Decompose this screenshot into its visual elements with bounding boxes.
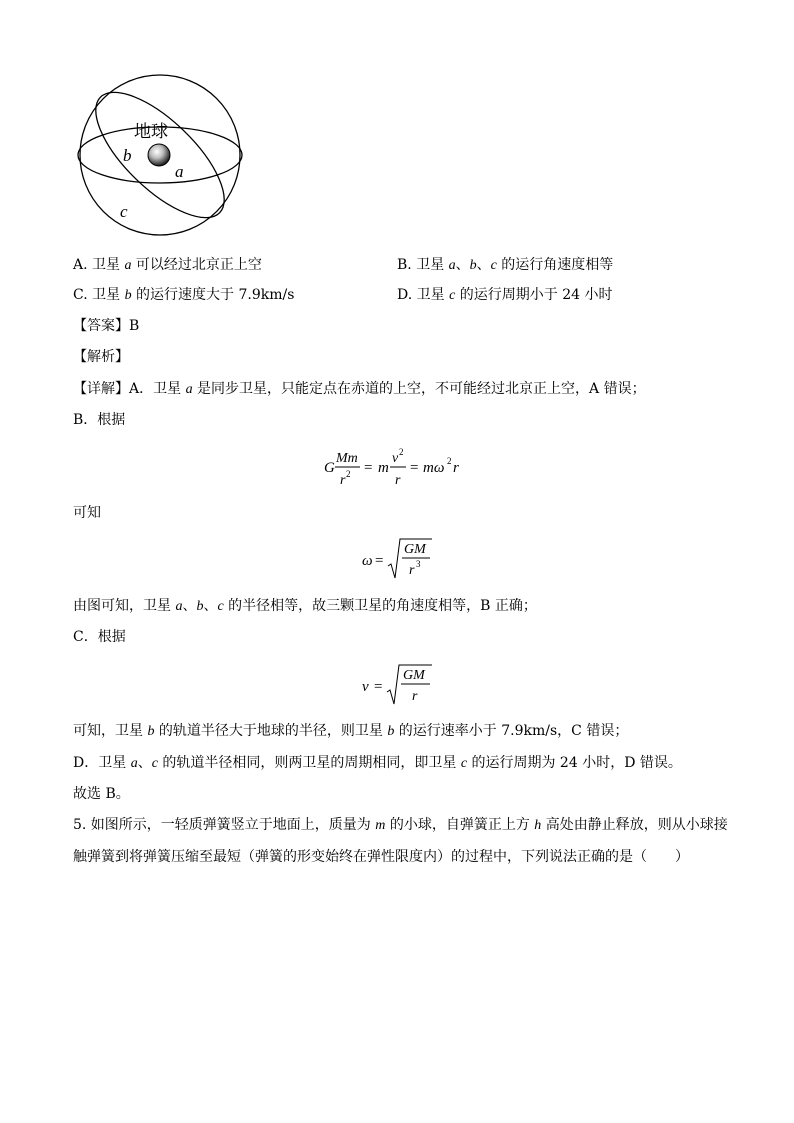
- option-a-suffix: 可以经过北京正上空: [131, 257, 262, 273]
- option-b-var2: b: [469, 258, 477, 273]
- answer-value: B: [129, 318, 140, 334]
- svg-text:v: v: [362, 679, 369, 695]
- detail-b-intro: B．根据: [73, 412, 126, 428]
- option-a-var: a: [124, 258, 132, 273]
- detail-a-text2: 是同步卫星，只能定点在赤道的上空，不可能经过北京正上空，A 错误；: [192, 381, 646, 397]
- d-text1: D．卫星: [73, 755, 131, 771]
- option-d-var: c: [449, 288, 456, 303]
- d-text2: 的轨道半径相同，则两卫星的周期相同，即卫星: [157, 755, 461, 771]
- detail-c-intro: C．根据: [73, 629, 126, 645]
- option-d-suffix: 的运行周期小于 24 小时: [455, 287, 613, 303]
- q5-line2: 触弹簧到将弹簧压缩至最短（弹簧的形变始终在弹性限度内）的过程中，下列说法正确的是（ ）: [73, 849, 689, 865]
- q5-line1: [73, 816, 728, 835]
- choose-line: 故选 B。: [73, 786, 130, 802]
- earth-label: 地球: [134, 122, 168, 141]
- svg-text:r: r: [409, 563, 415, 578]
- option-b-prefix: B. 卫星: [397, 257, 449, 273]
- option-c-var: b: [124, 288, 132, 303]
- svg-text:r: r: [453, 460, 459, 476]
- q5-text-a: 5. 如图所示，一轻质弹簧竖立于地面上，质量为: [73, 817, 376, 833]
- c-conc-text3: 的运行速率小于 7.9km/s，C 错误；: [394, 723, 629, 739]
- q5-text-b: 的小球，自弹簧正上方: [385, 817, 535, 833]
- formula-omega: [360, 534, 440, 584]
- svg-text:2: 2: [447, 456, 452, 466]
- option-b-var1: a: [448, 258, 456, 273]
- svg-text:GM: GM: [404, 542, 426, 557]
- svg-text:r: r: [412, 689, 418, 704]
- keyi-1: 可知: [73, 505, 101, 521]
- svg-text:2: 2: [346, 469, 351, 479]
- svg-text:r: r: [340, 473, 346, 488]
- option-b: B. 卫星 a、b、c 的运行角速度相等: [397, 257, 614, 273]
- svg-text:r: r: [395, 473, 401, 488]
- option-a: [73, 256, 262, 275]
- c-conc-var1: b: [147, 724, 155, 739]
- answer-label: 【答案】: [73, 318, 129, 334]
- svg-text:=: =: [410, 460, 419, 476]
- svg-text:GM: GM: [403, 668, 425, 683]
- d-var2: c: [151, 756, 158, 771]
- option-d: [397, 286, 612, 305]
- b-conc-var1: a: [175, 599, 183, 614]
- svg-text:v: v: [392, 451, 399, 466]
- option-b-var3: c: [490, 258, 497, 273]
- formula-gravity: [322, 443, 472, 491]
- q5-text-c: 高处由静止释放，则从小球接: [541, 817, 728, 833]
- option-b-suffix: 的运行角速度相等: [496, 257, 614, 273]
- b-conc-text1: 由图可知，卫星: [73, 598, 176, 614]
- orbit-c-label: c: [120, 202, 128, 221]
- b-conc-var3: c: [217, 599, 224, 614]
- svg-text:3: 3: [416, 559, 421, 569]
- answer-line: [73, 317, 139, 335]
- q5-var-m: m: [375, 818, 386, 833]
- earth-ball: [148, 144, 170, 166]
- svg-text:=: =: [375, 553, 384, 569]
- orbit-figure: [76, 70, 246, 236]
- option-c-suffix: 的运行速度大于 7.9km/s: [131, 287, 295, 303]
- detail-c-conclusion: [73, 722, 628, 741]
- svg-text:mω: mω: [423, 460, 445, 476]
- option-d-prefix: D. 卫星: [397, 287, 450, 303]
- svg-text:2: 2: [399, 447, 404, 457]
- svg-text:Mm: Mm: [336, 451, 358, 466]
- detail-b-conclusion: 由图可知，卫星 a、b、c 的半径相等，故三颗卫星的角速度相等，B 正确；: [73, 598, 537, 614]
- orbit-b-label: b: [123, 146, 132, 165]
- svg-text:G: G: [324, 460, 335, 476]
- detail-label: 【详解】: [73, 381, 129, 397]
- formula-velocity: [360, 660, 440, 710]
- c-conc-text1: 可知，卫星: [73, 723, 148, 739]
- svg-text:ω: ω: [362, 553, 373, 569]
- c-conc-text2: 的轨道半径大于地球的半径，则卫星: [154, 723, 388, 739]
- q5-var-h: h: [534, 818, 542, 833]
- d-var3: c: [460, 756, 468, 771]
- orbit-a-label: a: [175, 162, 184, 181]
- svg-text:=: =: [364, 460, 373, 476]
- d-var1: a: [130, 756, 138, 771]
- detail-a-text1: A．卫星: [129, 381, 186, 397]
- detail-a-var: a: [185, 382, 193, 397]
- b-conc-var2: b: [196, 599, 204, 614]
- detail-a-line: [73, 380, 646, 399]
- c-conc-var2: b: [387, 724, 395, 739]
- option-c-prefix: C. 卫星: [73, 287, 125, 303]
- svg-text:m: m: [378, 460, 389, 476]
- b-conc-text2: 的半径相等，故三颗卫星的角速度相等，B 正确；: [223, 598, 537, 614]
- option-c: [73, 286, 294, 305]
- option-a-prefix: A. 卫星: [73, 257, 125, 273]
- d-text3: 的运行周期为 24 小时，D 错误。: [467, 755, 682, 771]
- svg-text:=: =: [374, 679, 383, 695]
- detail-d-line: D．卫星 a、c 的轨道半径相同，则两卫星的周期相同，即卫星 c 的运行周期为 24 小时，D 错误。: [73, 755, 682, 771]
- analysis-label: 【解析】: [73, 349, 129, 365]
